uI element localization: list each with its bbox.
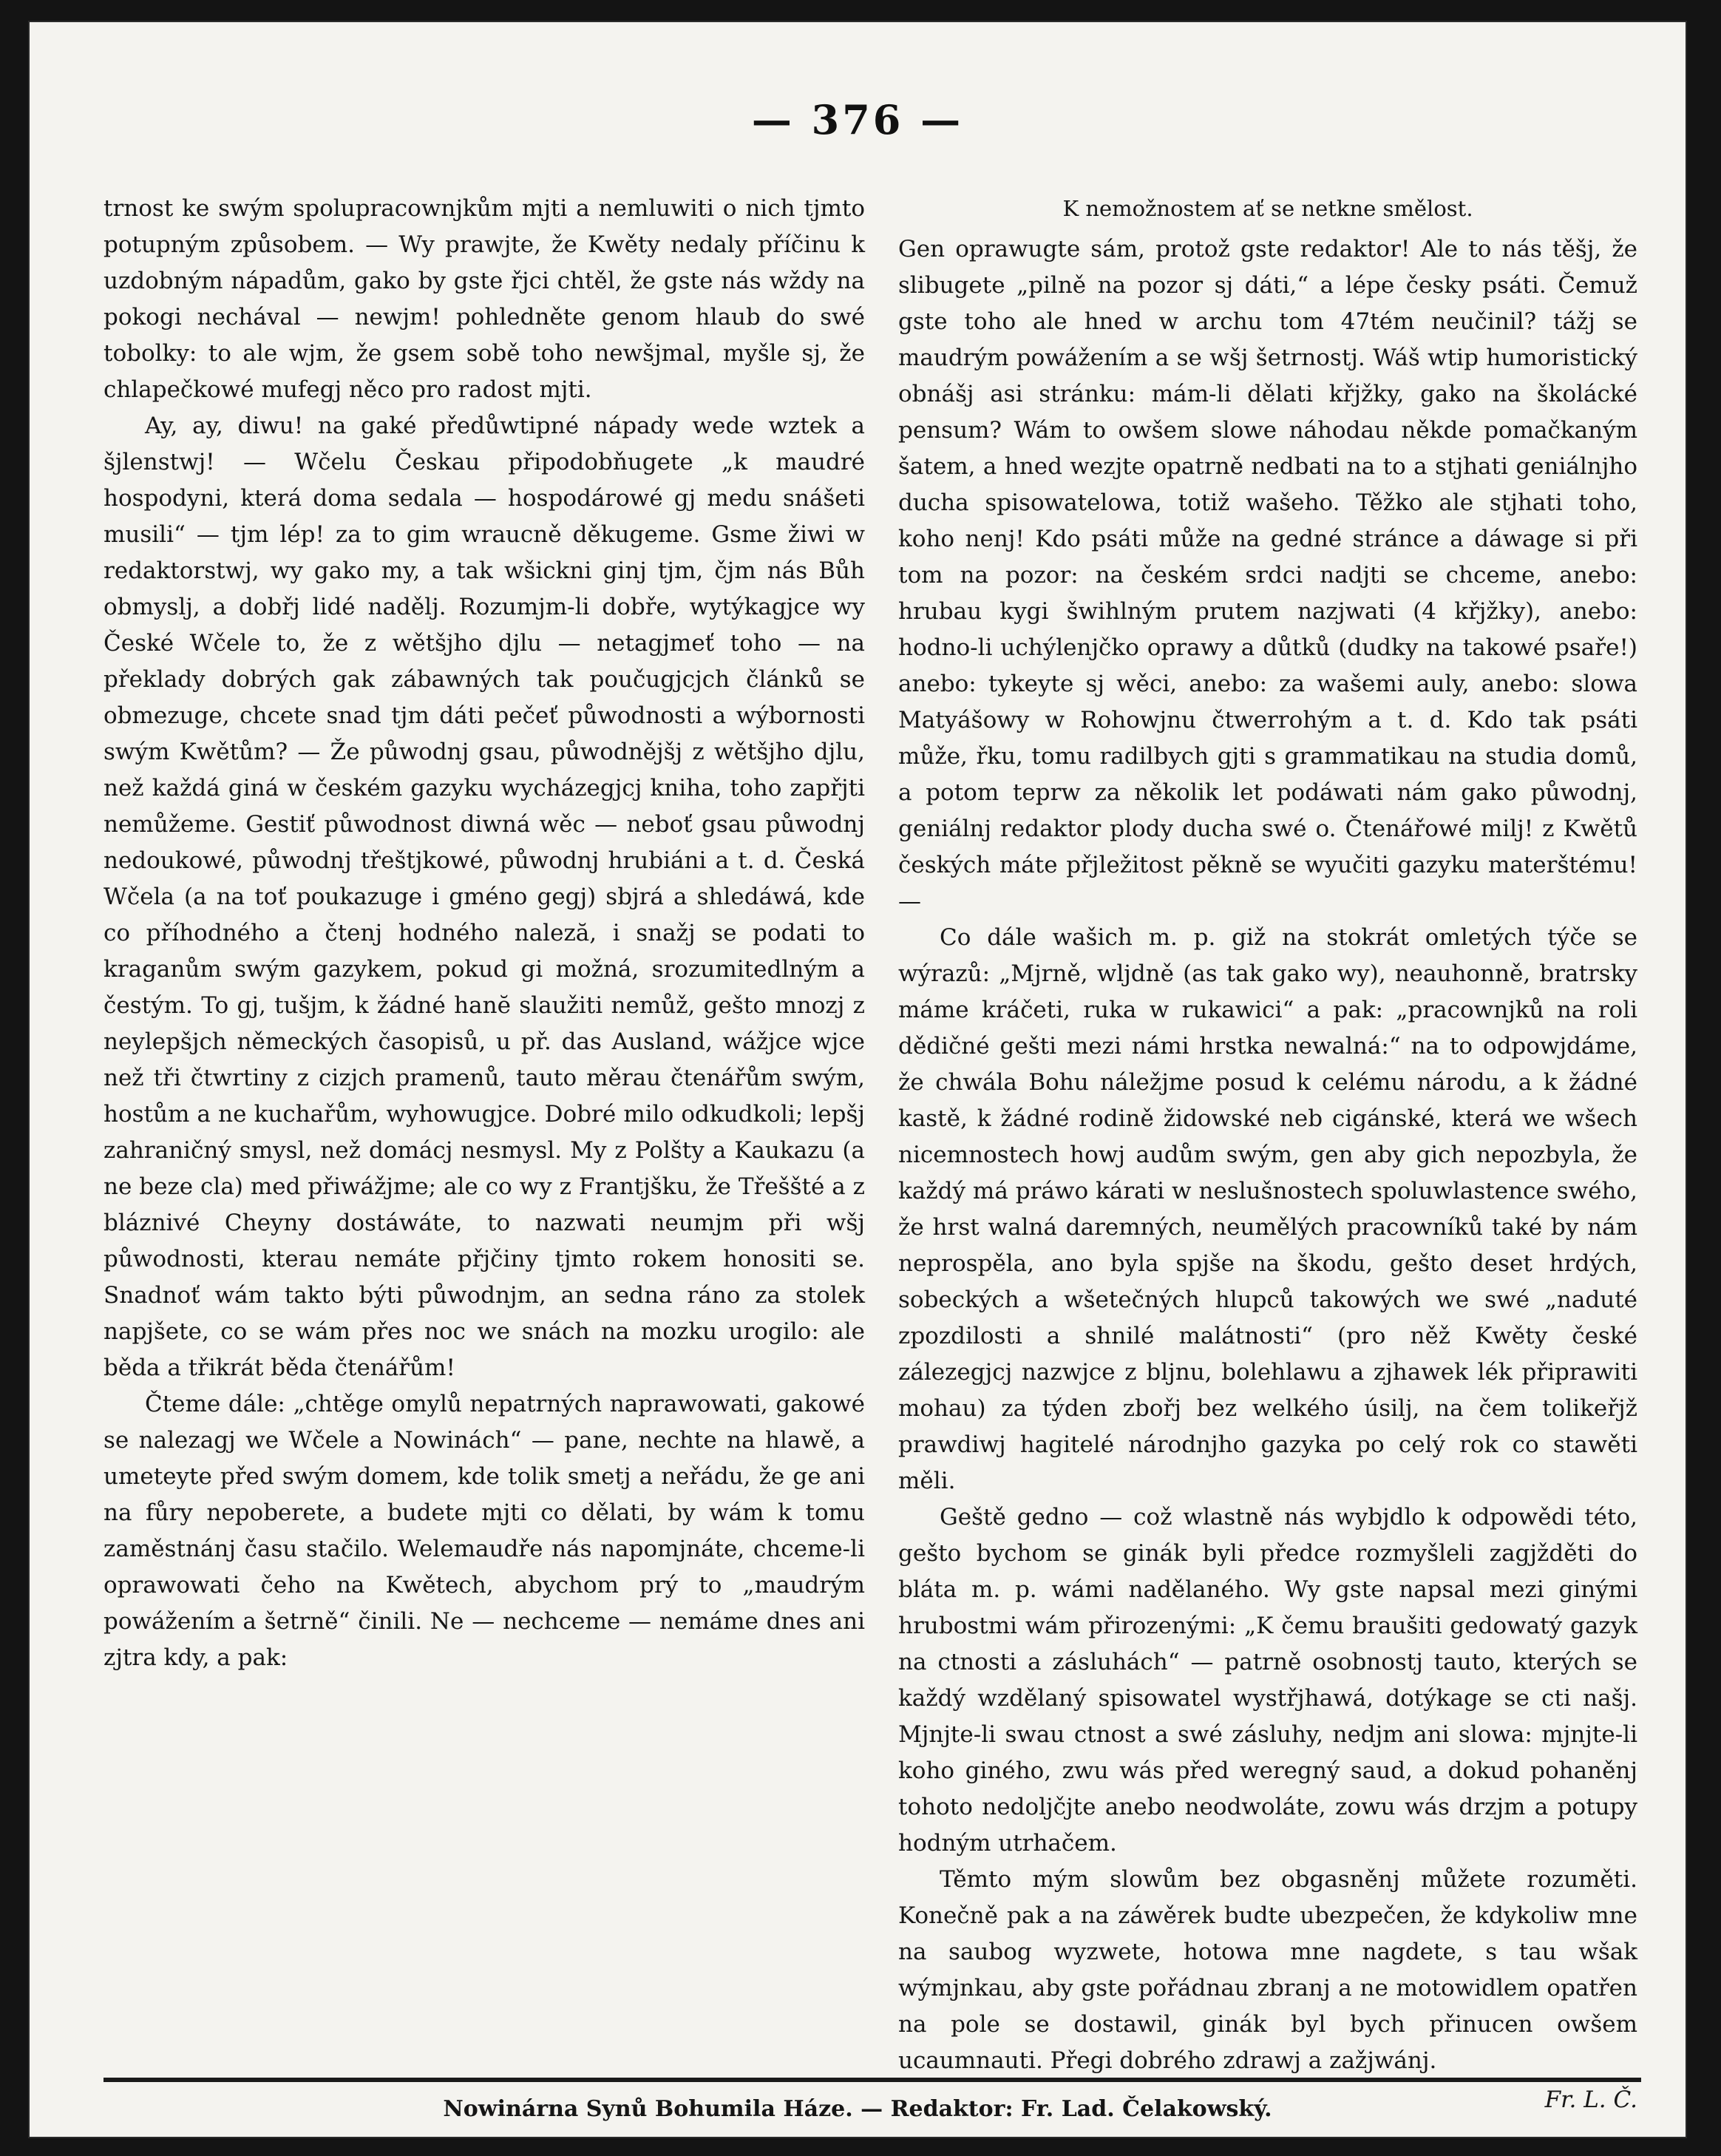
right-paragraph-1: Gen oprawugte sám, protož gste redaktor! Ale to nás těšj, že slibugete „pilně na pozor sj dáti,“ a lépe česky psáti. Čemuž gste toho ale hned w archu tom 47tém neučinil? tážj se maudrým powážením a se wšj šetrnostj. Wáš wtip humoristický obnášj asi stránku: mám-li dělati křjžky, gako na školácké pensum? Wám to owšem slowe náhodau někde pomačkaným šatem, a hned wezjte opatrně nedbati na to a stjhati geniálnjho ducha spisowatelowa, totiž wašeho. Těžko ale stjhati toho, koho nenj! Kdo psáti může na gedné stránce a dáwage si při tom na pozor: na českém srdci nadjti se chceme, anebo: hrubau kygi šwihlným prutem nazjwati (4 křjžky), anebo: hodno-li uchýlenjčko oprawy a důtků (dudky na takowé psaře!) anebo: tykeyte sj wěci, anebo: za wašemi auly, anebo: slowa Matyášowy w Rohowjnu čtwerrohým a t. d. Kdo tak psáti může, řku, tomu radilbych gjti s grammatikau na studia domů, a potom teprw za několik let podáwati nám gako půwodnj, geniálnj redaktor plody ducha swé o. Čtenářowé milj! z Kwětů českých máte přjležitost pěkně se wyučiti gazyku materštému! — — [898, 236, 1637, 915]
author-signature: Fr. L. Č. — [1544, 2086, 1637, 2113]
left-column — [103, 191, 865, 1676]
left-paragraph-3: Čteme dále: „chtěge omylů nepatrných naprawowati, gakowé se nalezagj we Wčele a Nowinách“ — pane, nechte na hlawě, a umeteyte před swým domem, kde tolik smetj a neřádu, že ge ani na fůry nepoberete, a budete mjti co dělati, by wám k tomu zaměstnánj času stačilo. Welemaudře nás napomjnáte, chceme-li oprawowati čeho na Kwětech, abychom prý to „maudrým powážením a šetrně“ činili. Ne — nechceme — nemáme dnes ani zjtra kdy, a pak: — [103, 1391, 865, 1671]
publisher-footer: Nowinárna Synů Bohumila Háze. — Redaktor: Fr. Lad. Čelakowský. — [443, 2096, 1272, 2122]
left-paragraph-1: trnost ke swým spolupracownjkům mjti a nemluwiti o nich tjmto potupným způsobem. — Wy prawjte, že Kwěty nedaly příčinu k uzdobným nápadům, gako by gste řjci chtěl, že gste nás wždy na pokogi nechával — newjm! pohledněte genom hlaub do swé tobolky: to ale wjm, že gsem sobě toho newšjmal, myšle sj, že chlapečkowé mufegj něco pro radost mjti. — [103, 195, 865, 403]
newspaper-page — [30, 22, 1686, 2137]
section-heading: K nemožnostem ať se netkne smělost. — [1062, 196, 1473, 221]
left-paragraph-2: Ay, ay, diwu! na gaké předůwtipné nápady wede wztek a šjlenstwj! — Wčelu Českau připodobňugete „k maudré hospodyni, která doma sedala — hospodárowé gj medu snášeti musili“ — tjm lép! za to gim wraucně děkugeme. Gsme žiwi w redaktorstwj, wy gako my, a tak wšickni ginj tjm, čjm nás Bůh obmyslj, a dobřj lidé nadělj. Rozumjm-li dobře, wytýkagjce wy České Wčele to, že z wětšjho djlu — netagjmeť toho — na překlady dobrých gak zábawných tak poučugjcjch článků se obmezuge, chcete snad tjm dáti pečeť půwodnosti a wýbornosti swým Kwětům? — Že půwodnj gsau, půwodnějšj z wětšjho djlu, než každá giná w českém gazyku wycházegjcj kniha, toho zapřjti nemůžeme. Gestiť půwodnost diwná wěc — neboť gsau půwodnj nedoukowé, půwodnj třeštjkowé, půwodnj hrubiáni a t. d. Česká Wčela (a na toť poukazuge i gméno gegj) sbjrá a shledáwá, kde co příhodného a čtenj hodného naleză, i snažj se podati to kraganům swým gazykem, pokud gi možná, srozumitedlným a čestým. To gj, tušjm, k žádné hanĕ slaužiti nemůž, gešto mnozj z neylepšjch německých časopisů, u př. das Ausland, wážjce wjce než tři čtwrtiny z cizjch pramenů, tauto měrau čtenářům swým, hostům a ne kuchařům, wyhowugjce. Dobré milo odkudkoli; lepšj zahraničný smysl, než domácj nesmysl. My z Polšty a Kaukazu (a ne beze cla) med přiwážjme; ale co wy z Frantjšku, že Třeššté a z bláznivé Cheyny dostáwáte, to nazwati neumjm při wšj půwodnosti, kterau nemáte přjčiny tjmto rokem honositi se. Snadnoť wám takto býti půwodnjm, an sedna ráno za stolek napjšete, co se wám přes noc we snách na mozku urogilo: ale běda a třikrát běda čtenářům! — [103, 413, 865, 1381]
footer-rule — [103, 2078, 1641, 2082]
right-paragraph-3: Geště gedno — což wlastně nás wybjdlo k odpowědi této, gešto bychom se ginák byli předce rozmyšleli zagjžděti do bláta m. p. wámi nadělaného. Wy gste napsal mezi ginými hrubostmi wám přirozenými: „K čemu braušiti gedowatý gazyk na ctnosti a zásluhách“ — patrně osobnostj tauto, kterých se každý wzdělaný spisowatel wystřjhawá, dotýkage se cti našj. Mjnjte-li swau ctnost a swé zásluhy, nedjm ani slowa: mjnjte-li koho giného, zwu wás před weregný saud, a dokud pohaněnj tohoto nedoljčjte anebo neodwoláte, zowu wás drzjm a potupy hodným utrhačem. — [898, 1504, 1637, 1857]
page-number: — 376 — — [751, 96, 964, 143]
right-paragraph-2: Co dále wašich m. p. giž na stokrát omletých týče se wýrazů: „Mjrně, wljdně (as tak gako wy), neauhonně, bratrsky máme kráčeti, ruka w rukawici“ a pak: „pracownjků na roli dědičné gešti mezi námi hrstka newalná:“ na to odpowjdáme, že chwála Bohu náležjme posud k celému národu, a k žádné kastě, k žádné rodině židowské neb cigánské, která we wšech nicemnostech howj audům swým, gen aby gich nepozbyla, že každý má práwo kárati w neslušnostech spoluwlastence swého, že hrst walná daremných, neumělých pracowníků také by nám neprospěla, ano byla spjše na škodu, gešto deset hrdých, sobeckých a wšetečných hlupců takowých we swé „naduté zpozdilosti a shnilé malátnosti“ (pro něž Kwěty české zálezegjcj nazwjce z bljnu, bolehlawu a zjhawek lék připrawiti mohau) za týden zbořj bez welkého úsilj, na čem tolikeřjž prawdiwj hagitelé národnjho gazyka po celý rok co stawěti měli. — [898, 924, 1637, 1494]
right-paragraph-4: Těmto mým slowům bez obgasněnj můžete rozuměti. Konečně pak a na záwěrek budte ubezpečen, že kdykoliw mne na saubog wyzwete, hotowa mne nagdete, s tau wšak wýmjnkau, aby gste pořádnau zbranj a ne motowidlem opatřen na pole se dostawil, ginák byl bych přinucen owšem ucaumnauti. Přegi dobrého zdrawj a zažjwánj. — [898, 1866, 1637, 2074]
right-column — [898, 191, 1637, 2118]
